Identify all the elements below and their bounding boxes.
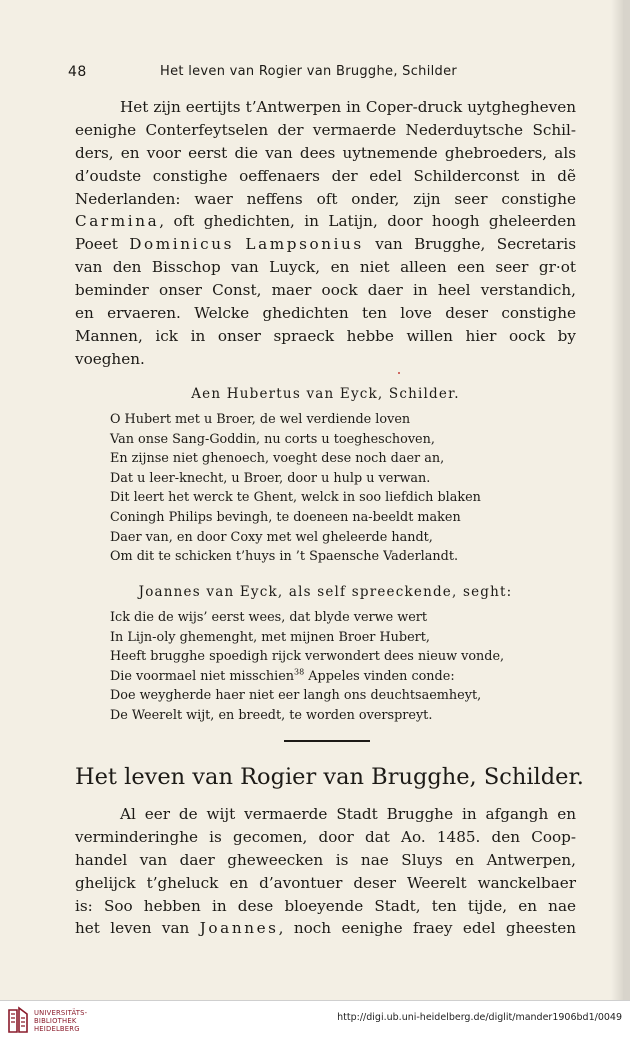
spaced-word-dominicus: Dominicus bbox=[129, 235, 234, 254]
text-line: Nederlanden: waer neffens oft onder, zijn seer constighe bbox=[75, 189, 576, 208]
digitization-footer bbox=[0, 1000, 630, 1041]
text-line: handel van daer gheweecken is nae Sluys en Antwerpen, bbox=[75, 850, 576, 869]
poem-line: Heeft brugghe spoedigh rijck verwondert dees nieuw vonde, bbox=[110, 649, 505, 665]
spaced-word-lampsonius: Lampsonius bbox=[245, 235, 364, 254]
text-line: Mannen, ick in onser spraeck hebbe willen hier oock by bbox=[75, 326, 576, 345]
text-line: ders, en voor eerst die van dees uytnemende ghebroeders, als bbox=[75, 143, 576, 162]
library-logo-icon bbox=[6, 1005, 30, 1035]
poem-line: O Hubert met u Broer, de wel verdiende loven bbox=[110, 412, 411, 427]
library-name-line: BIBLIOTHEK bbox=[34, 1017, 77, 1025]
spaced-word-joannes: Joannes bbox=[199, 919, 279, 938]
poem-line: Van onse Sang-Goddin, nu corts u toegheschoven, bbox=[110, 431, 435, 447]
text-line-joannes bbox=[75, 917, 576, 940]
spaced-word-carmina: Carmina bbox=[75, 212, 160, 231]
poem-heading-hubertus: Aen Hubertus van Eyck, Schilder. bbox=[191, 386, 460, 402]
text-line: ghelijck t’gheluck en d’avontuer deser Weerelt wanckelbaer bbox=[75, 873, 576, 892]
text-line: is: Soo hebben in dese bloeyende Stadt, ten tijde, en nae bbox=[75, 896, 576, 915]
text-line: beminder onser Const, maer oock daer in heel verstandich, bbox=[75, 281, 576, 300]
library-name bbox=[34, 1009, 114, 1033]
poem-line: In Lijn-oly ghemenght, met mijnen Broer Hubert, bbox=[110, 629, 430, 645]
ink-speck bbox=[398, 372, 400, 374]
text-line: d’oudste constighe oeffenaers der edel Schilderconst in dẽ bbox=[75, 166, 576, 185]
text-line: voeghen. bbox=[75, 349, 145, 368]
page-number: 48 bbox=[68, 64, 87, 80]
poem-line-end: Appeles vinden conde: bbox=[304, 668, 455, 684]
poem-line: Daer van, en door Coxy met wel gheleerde handt, bbox=[110, 529, 433, 545]
footnote-marker: 38 bbox=[294, 667, 305, 677]
poem-line: Doe weygherde haer niet eer langh ons deuchtsaemheyt, bbox=[110, 688, 482, 704]
source-url-link[interactable]: http://digi.ub.uni-heidelberg.de/diglit/mander1906bd1/0049 bbox=[337, 1012, 622, 1023]
library-name-line: HEIDELBERG bbox=[34, 1025, 80, 1033]
intro-paragraph bbox=[75, 96, 576, 371]
text-line: en ervaeren. Welcke ghedichten ten love deser constighe bbox=[75, 304, 576, 323]
running-title: Het leven van Rogier van Brugghe, Schilder bbox=[160, 64, 458, 79]
poem-hubertus bbox=[110, 410, 540, 567]
poem-line: Ick die de wijs’ eerst wees, dat blyde verwe wert bbox=[110, 610, 428, 625]
section-heading: Het leven van Rogier van Brugghe, Schilder. bbox=[75, 764, 584, 790]
library-name-line: UNIVERSITÄTS- bbox=[34, 1009, 88, 1017]
text-line-dominicus: Poeet Dominicus Lampsonius van Brugghe, Secretaris bbox=[75, 235, 577, 254]
poem-line: Om dit te schicken t’huys in ’t Spaensche Vaderlandt. bbox=[110, 549, 459, 565]
running-head bbox=[68, 60, 488, 84]
text-line: Al eer de wijt vermaerde Stadt Brugghe in afgangh en bbox=[120, 805, 576, 823]
poem-line-footnote bbox=[110, 667, 540, 687]
poem-line: De Weerelt wijt, en breedt, te worden overspreyt. bbox=[110, 707, 433, 723]
text-line: van den Bisschop van Luyck, en niet alleen een seer gr·ot bbox=[75, 258, 576, 277]
section-divider bbox=[284, 740, 370, 742]
text-line: verminderinghe is gecomen, door dat Ao. 1485. den Coop- bbox=[75, 827, 576, 846]
text-line: Het zijn eertijts t’Antwerpen in Coper-druck uytghegheven bbox=[120, 98, 576, 116]
poem-line: Dat u leer-knecht, u Broer, door u hulp u verwan. bbox=[110, 470, 431, 486]
poem-joannes bbox=[110, 608, 540, 726]
section-paragraph bbox=[75, 803, 576, 940]
poem-line-start: Die voormael niet misschien bbox=[110, 668, 295, 684]
line-end: , noch eenighe fraey edel gheesten bbox=[278, 919, 576, 938]
poem-line: Coningh Philips bevingh, te doeneen na-beeldt maken bbox=[110, 509, 461, 525]
text-line-carmina: Carmina, oft ghedichten, in Latijn, door hoogh gheleerden bbox=[75, 212, 576, 231]
text-line: eenighe Conterfeytselen der vermaerde Nederduytsche Schil- bbox=[75, 120, 576, 139]
poem-line: En zijnse niet ghenoech, voeght dese noch daer an, bbox=[110, 451, 445, 467]
poem-line: Dit leert het werck te Ghent, welck in soo liefdich blaken bbox=[110, 490, 481, 506]
poem-heading-joannes: Joannes van Eyck, als self spreeckende, seght: bbox=[138, 584, 513, 600]
line-start: het leven van bbox=[75, 919, 190, 938]
